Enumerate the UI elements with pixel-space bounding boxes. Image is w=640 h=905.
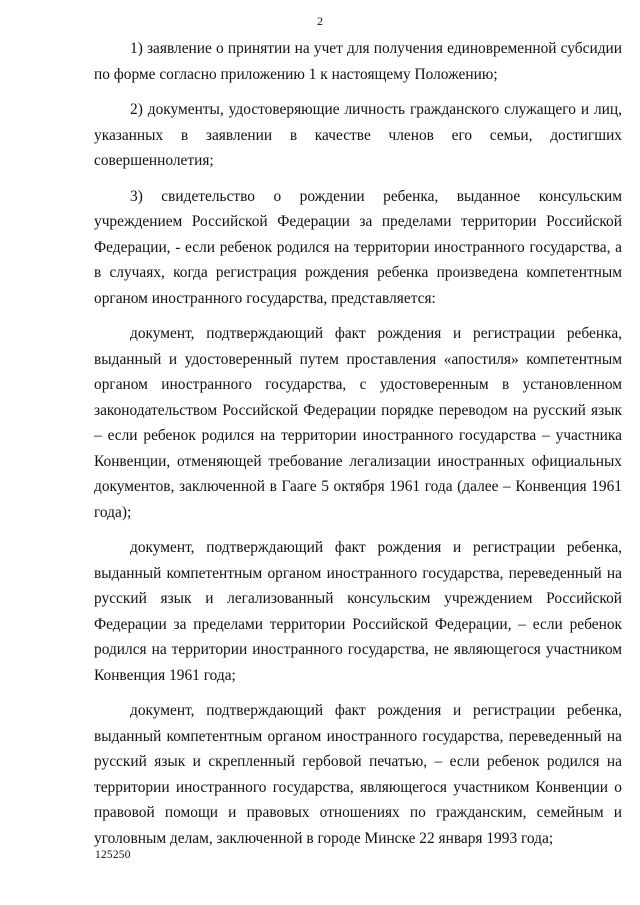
paragraph-seal-document: документ, подтверждающий факт рождения и регистрации ребенка, выданный компетентным органом иностранного государства, переведенный на русский язык и скрепленный гербовой печатью, – если ребенок родился на территории иностранного государства, являющегося участником Конвенции о правовой помощи и правовых отношениях по гражданским, семейным и уголовным делам, заключенной в городе Минске 22 января 1993 года; <box>94 702 622 847</box>
footer-document-code: 125250 <box>95 849 131 861</box>
paragraph-item-2: 2) документы, удостоверяющие личность гражданского служащего и лиц, указанных в заявлении в качестве членов его семьи, достигших совершеннолетия; <box>94 101 622 169</box>
paragraph-item-3: 3) свидетельство о рождении ребенка, выданное консульским учреждением Российской Федерации за пределами территории Российской Федерации, - если ребенок родился на территории иностранного государства, а в случаях, когда регистрация рождения ребенка произведена компетентным органом иностранного государства, представляется: <box>94 187 622 307</box>
paragraph-item-1: 1) заявление о принятии на учет для получения единовременной субсидии по форме согласно приложению 1 к настоящему Положению; <box>94 40 622 83</box>
page-number: 2 <box>317 14 323 28</box>
document-body <box>94 36 622 861</box>
paragraph-apostille-document: документ, подтверждающий факт рождения и регистрации ребенка, выданный и удостоверенный путем проставления «апостиля» компетентным органом иностранного государства, с удостоверенным в установленном законодательством Российской Федерации порядке переводом на русский язык – если ребенок родился на территории иностранного государства – участника Конвенции, отменяющей требование легализации иностранных официальных документов, заключенной в Гааге 5 октября 1961 года (далее – Конвенция 1961 года); <box>94 325 622 521</box>
paragraph-legalized-document: документ, подтверждающий факт рождения и регистрации ребенка, выданный компетентным органом иностранного государства, переведенный на русский язык и легализованный консульским учреждением Российской Федерации за пределами территории Российской Федерации, – если ребенок родился на территории иностранного государства, не являющегося участником Конвенция 1961 года; <box>94 539 622 684</box>
